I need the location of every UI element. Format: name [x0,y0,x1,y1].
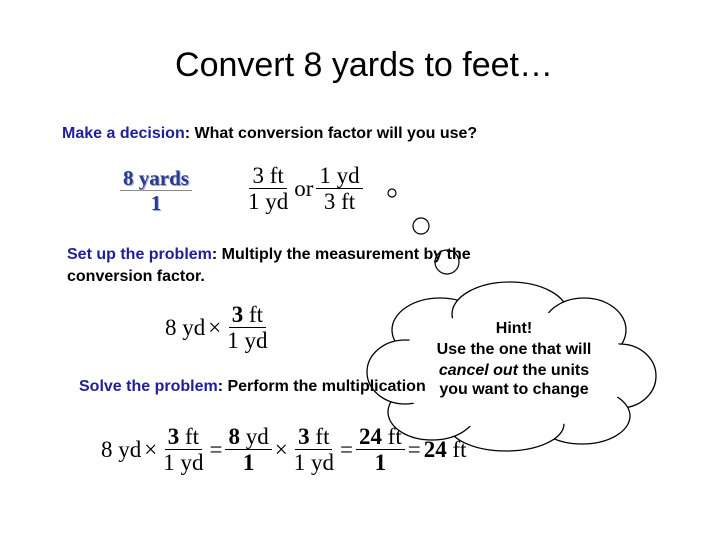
factor-a-numerator: 3 ft [249,163,286,189]
factor-b-denominator: 3 ft [323,189,356,215]
equals-sign: = [209,437,223,463]
hint-title: Hint! [495,320,533,337]
equals-sign: = [339,437,353,463]
final-result: 24 ft [423,437,467,463]
final-factor-4: $\frac{24 ft}{1}$ [356,424,405,477]
setup-numerator-value: 3 [231,302,244,327]
factor-a-denominator: 1 yd [248,189,289,215]
times-sign: × [274,437,288,463]
hint-line-3: cancel out the units [438,362,590,379]
setup-factor [224,302,270,355]
cloud-bubble-small [388,189,396,197]
setup-denominator: 1 yd [227,328,268,354]
measurement: 8 yd [165,315,206,341]
solve-text: : Perform the multiplication [217,378,426,395]
ghost-fraction-denominator: 1 [150,191,162,216]
times-sign: × [144,437,158,463]
final-factor-2: $\frac{8 yd}{1}$ [225,424,271,477]
hint-cancel-out: cancel out [438,362,519,379]
factor-b-numerator: 1 yd [316,163,362,189]
equals-sign: = [407,437,421,463]
hint-line-4: you want to change [439,381,589,398]
cloud-bubble-medium [413,218,429,234]
final-factor-3: $\frac{3 ft}{1 yd}$ [293,424,334,476]
setup-line-1 [67,246,471,264]
final-equation [101,424,467,477]
decision-text: : What conversion factor will you use? [184,125,478,142]
setup-label: Set up the problem [67,246,212,263]
hint-text [424,318,604,400]
hint-line-2: Use the one that will [436,341,592,358]
setup-line-2: conversion factor. [67,268,205,285]
setup-equation [165,302,270,355]
decision-label: Make a decision [62,125,185,142]
slide-title: Convert 8 yards to feet… [175,46,553,84]
solve-line [79,378,426,396]
final-measurement: 8 yd [101,437,142,463]
final-factor-1: $\frac{3 ft}{1 yd}$ [163,424,204,476]
setup-text: : Multiply the measurement by the [211,246,471,263]
or-text: or [294,176,314,202]
times-sign: × [208,315,222,341]
ghost-fraction-numerator: 8 yards [120,167,192,191]
setup-numerator-unit: ft [248,302,264,327]
solve-label: Solve the problem [79,378,218,395]
